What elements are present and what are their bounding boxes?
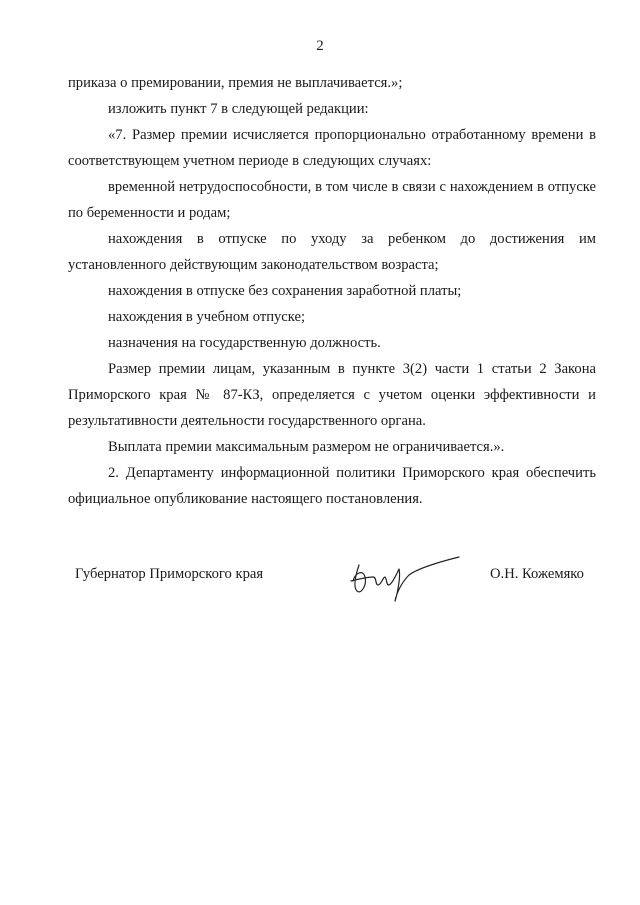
paragraph-bonus-limit: Выплата премии максимальным размером не ограничивается.». [108,439,505,455]
paragraph-bonus-size: Размер премии лицам, указанным в пункте 3(2) части 1 статьи 2 Закона Приморского края № 87-КЗ, определяется с учетом оценки эффективности и результативности деятельности государственного органа. [68,361,596,429]
paragraph-item-2: 2. Департаменту информационной политики Приморского края обеспечить официальное опубликование настоящего постановления. [68,465,596,507]
paragraph-case-childcare-leave: нахождения в отпуске по уходу за ребенком до достижения им установленного действующим законодательством возраста; [68,231,596,273]
paragraph-case-appointment: назначения на государственную должность. [108,335,381,351]
paragraph-case-study-leave: нахождения в учебном отпуске; [108,309,306,325]
paragraph-amend-instruction: изложить пункт 7 в следующей редакции: [108,101,369,117]
paragraph-continuation: приказа о премировании, премия не выплачивается.»; [68,75,403,91]
paragraph-case-sick-leave: временной нетрудоспособности, в том числе в связи с нахождением в отпуске по беременности и родам; [68,179,596,221]
handwritten-signature [345,555,465,603]
signatory-title: Губернатор Приморского края [75,566,264,582]
page-number: 2 [316,38,324,54]
paragraph-case-unpaid-leave: нахождения в отпуске без сохранения заработной платы; [108,283,462,299]
document-body [68,70,596,512]
signature-block [0,555,640,605]
signatory-name: О.Н. Кожемяко [490,566,584,582]
paragraph-item-7: «7. Размер премии исчисляется пропорционально отработанному времени в соответствующем учетном периоде в следующих случаях: [68,127,596,169]
